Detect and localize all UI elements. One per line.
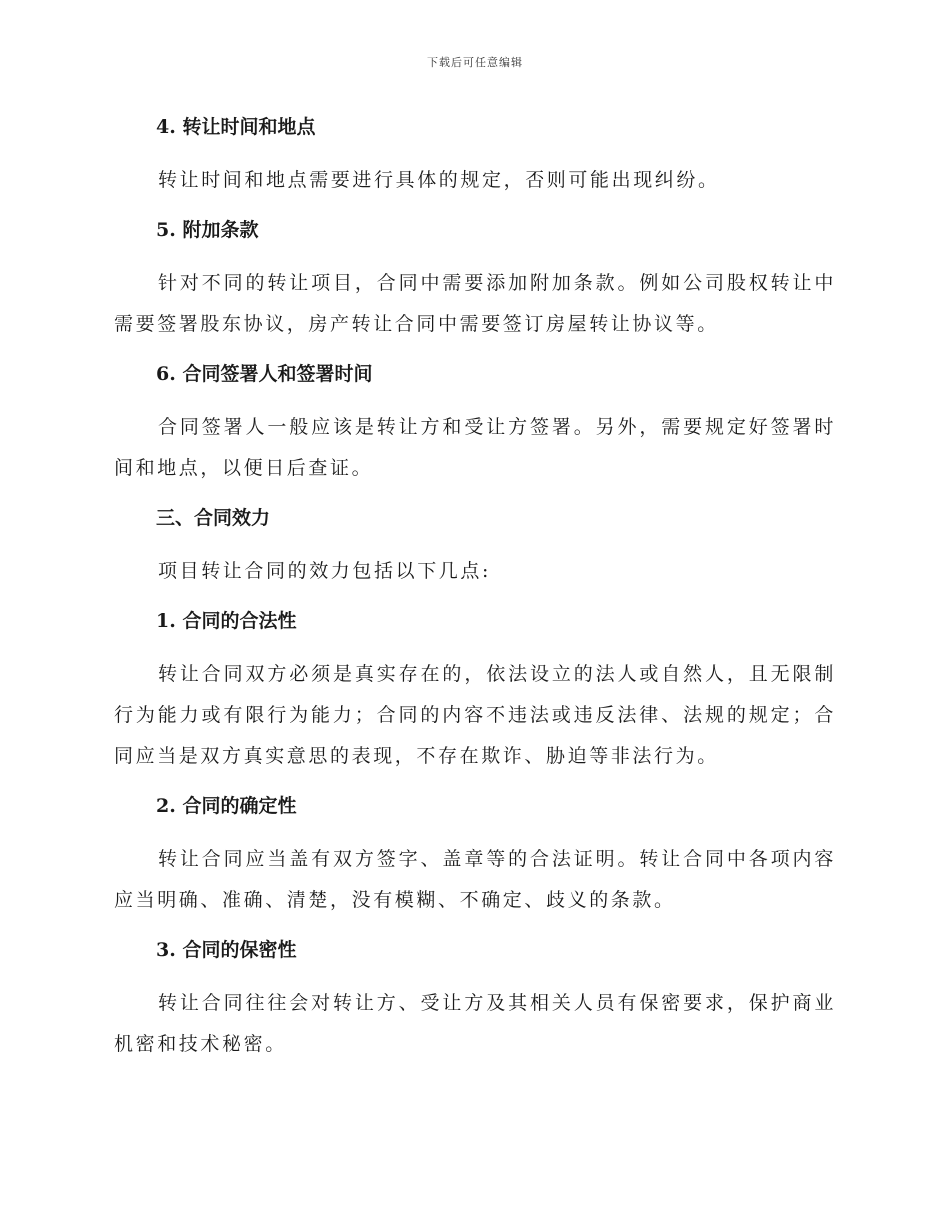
section-heading-confidentiality: 3. 合同的保密性 [156,939,297,961]
section-heading-legality: 1. 合同的合法性 [156,610,297,632]
page-header: 下载后可任意编辑 [427,56,523,69]
document-body [114,110,836,1065]
paragraph-confidentiality: 转让合同往往会对转让方、受让方及其相关人员有保密要求，保护商业机密和技术秘密。 [114,992,836,1055]
section-heading-transfer-time-place: 4. 转让时间和地点 [156,116,316,138]
paragraph-legality: 转让合同双方必须是真实存在的，依法设立的法人或自然人，且无限制行为能力或有限行为能力；合同的内容不违法或违反法律、法规的规定；合同应当是双方真实意思的表现，不存在欺诈、胁迫等非法行为。 [114,663,836,767]
section-heading-signatories: 6. 合同签署人和签署时间 [156,363,373,385]
section-heading-additional-clauses: 5. 附加条款 [156,219,259,241]
paragraph-certainty: 转让合同应当盖有双方签字、盖章等的合法证明。转让合同中各项内容应当明确、准确、清楚，没有模糊、不确定、歧义的条款。 [114,848,836,911]
section-heading-certainty: 2. 合同的确定性 [156,795,297,817]
paragraph-additional-clauses: 针对不同的转让项目，合同中需要添加附加条款。例如公司股权转让中需要签署股东协议，房产转让合同中需要签订房屋转让协议等。 [114,272,836,335]
chapter-heading-contract-validity: 三、合同效力 [156,507,271,529]
paragraph-signatories: 合同签署人一般应该是转让方和受让方签署。另外，需要规定好签署时间和地点，以便日后查证。 [114,416,836,479]
paragraph-validity-intro: 项目转让合同的效力包括以下几点: [158,560,492,582]
paragraph-transfer-time-place: 转让时间和地点需要进行具体的规定，否则可能出现纠纷。 [158,169,720,191]
